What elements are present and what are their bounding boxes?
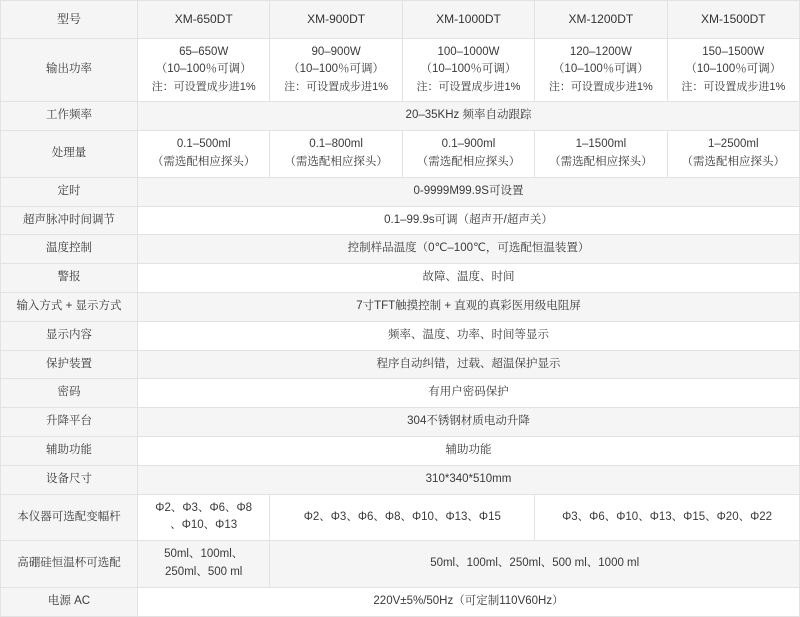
cell-line: （需选配相应探头） (416, 155, 521, 168)
row-label: 处理量 (1, 131, 138, 178)
table-cell-span: 有用户密码保护 (138, 379, 800, 408)
table-cell (535, 38, 667, 102)
table-cell (402, 38, 534, 102)
table-cell (138, 131, 270, 178)
cell-line: （需选配相应探头） (549, 155, 653, 168)
column-header-model: 型号 (1, 1, 138, 39)
row-label: 定时 (1, 177, 138, 206)
row-label: 工作频率 (1, 102, 138, 131)
cell-line: （需选配相应探头） (681, 155, 786, 168)
table-cell (138, 494, 270, 541)
table-row (1, 264, 800, 293)
table-body (1, 1, 800, 617)
row-label: 超声脉冲时间调节 (1, 206, 138, 235)
row-label: 密码 (1, 379, 138, 408)
cell-line: 250ml、500 ml (165, 566, 243, 579)
cell-line: （需选配相应探头） (151, 155, 256, 168)
cell-line: 注：可设置成步进1% (416, 81, 521, 94)
table-cell (402, 131, 534, 178)
table-cell-span: 程序自动纠错，过载、超温保护显示 (138, 350, 800, 379)
table-cell-span: 0-9999M99.9S可设置 (138, 177, 800, 206)
row-label: 温度控制 (1, 235, 138, 264)
table-row (1, 321, 800, 350)
cell-line: （10–100％可调） (155, 63, 252, 76)
table-cell-span: 频率、温度、功率、时间等显示 (138, 321, 800, 350)
cell-line: （10–100％可调） (552, 63, 649, 76)
table-row (1, 541, 800, 588)
cell-line: Φ2、Φ3、Φ6、Φ8 (155, 501, 253, 514)
column-header-xm900dt: XM-900DT (270, 1, 402, 39)
table-cell (667, 38, 799, 102)
table-row (1, 465, 800, 494)
table-cell-span: 辅助功能 (138, 437, 800, 466)
cell-line: 150–1500W (702, 45, 765, 58)
table-cell-span: 304不锈钢材质电动升降 (138, 408, 800, 437)
table-cell-span: 0.1–99.9s可调（超声开/超声关） (138, 206, 800, 235)
cell-line: （需选配相应探头） (284, 155, 388, 168)
table-row (1, 437, 800, 466)
column-header-xm1000dt: XM-1000DT (402, 1, 534, 39)
cell-line: 、Φ10、Φ13 (170, 519, 238, 532)
row-label: 设备尺寸 (1, 465, 138, 494)
cell-line: 1–2500ml (708, 138, 759, 151)
cell-line: 注：可设置成步进1% (151, 81, 256, 94)
cell-line: 65–650W (179, 45, 229, 58)
table-cell-span: 故障、温度、时间 (138, 264, 800, 293)
table-cell (138, 541, 270, 588)
cell-line: 0.1–900ml (441, 138, 496, 151)
cell-line: 100–1000W (437, 45, 500, 58)
row-label: 警报 (1, 264, 138, 293)
table-cell (535, 131, 667, 178)
row-label: 辅助功能 (1, 437, 138, 466)
table-cell (138, 38, 270, 102)
table-header-row (1, 1, 800, 39)
cell-line: Φ2、Φ3、Φ6、Φ8、Φ10、Φ13、Φ15 (303, 510, 501, 523)
table-cell (270, 541, 800, 588)
table-row (1, 350, 800, 379)
column-header-xm1200dt: XM-1200DT (535, 1, 667, 39)
table-row (1, 206, 800, 235)
cell-line: 50ml、100ml、 (164, 548, 244, 561)
cell-line: Φ3、Φ6、Φ10、Φ13、Φ15、Φ20、Φ22 (562, 510, 773, 523)
cell-line: 注：可设置成步进1% (284, 81, 389, 94)
table-row (1, 379, 800, 408)
table-cell (270, 38, 402, 102)
table-row (1, 131, 800, 178)
table-cell-span: 7寸TFT触摸控制 + 直观的真彩医用级电阻屏 (138, 292, 800, 321)
table-row (1, 38, 800, 102)
row-label: 本仪器可选配变幅杆 (1, 494, 138, 541)
cell-line: 120–1200W (569, 45, 632, 58)
table-row (1, 587, 800, 616)
table-cell (270, 494, 535, 541)
cell-line: 1–1500ml (575, 138, 627, 151)
cell-line: 0.1–800ml (309, 138, 363, 151)
table-cell (535, 494, 800, 541)
cell-line: 90–900W (311, 45, 361, 58)
row-label: 输入方式 + 显示方式 (1, 292, 138, 321)
row-label: 电源 AC (1, 587, 138, 616)
cell-line: 0.1–500ml (176, 138, 231, 151)
cell-line: 50ml、100ml、250ml、500 ml、1000 ml (430, 557, 640, 570)
cell-line: （10–100％可调） (288, 63, 385, 76)
table-cell (667, 131, 799, 178)
table-row (1, 177, 800, 206)
row-label: 高硼硅恒温杯可选配 (1, 541, 138, 588)
table-cell-span: 220V±5%/50Hz（可定制110V60Hz） (138, 587, 800, 616)
table-cell-span: 310*340*510mm (138, 465, 800, 494)
cell-line: 注：可设置成步进1% (548, 81, 653, 94)
row-label: 输出功率 (1, 38, 138, 102)
table-row (1, 102, 800, 131)
table-cell (270, 131, 402, 178)
row-label: 升降平台 (1, 408, 138, 437)
cell-line: 注：可设置成步进1% (681, 81, 786, 94)
table-cell-span: 控制样品温度（0℃–100℃，可选配恒温装置） (138, 235, 800, 264)
table-row (1, 408, 800, 437)
table-cell-span: 20–35KHz 频率自动跟踪 (138, 102, 800, 131)
column-header-xm1500dt: XM-1500DT (667, 1, 799, 39)
column-header-xm650dt: XM-650DT (138, 1, 270, 39)
table-row (1, 235, 800, 264)
cell-line: （10–100％可调） (685, 63, 782, 76)
row-label: 保护装置 (1, 350, 138, 379)
cell-line: （10–100％可调） (420, 63, 517, 76)
table-row (1, 494, 800, 541)
row-label: 显示内容 (1, 321, 138, 350)
table-row (1, 292, 800, 321)
